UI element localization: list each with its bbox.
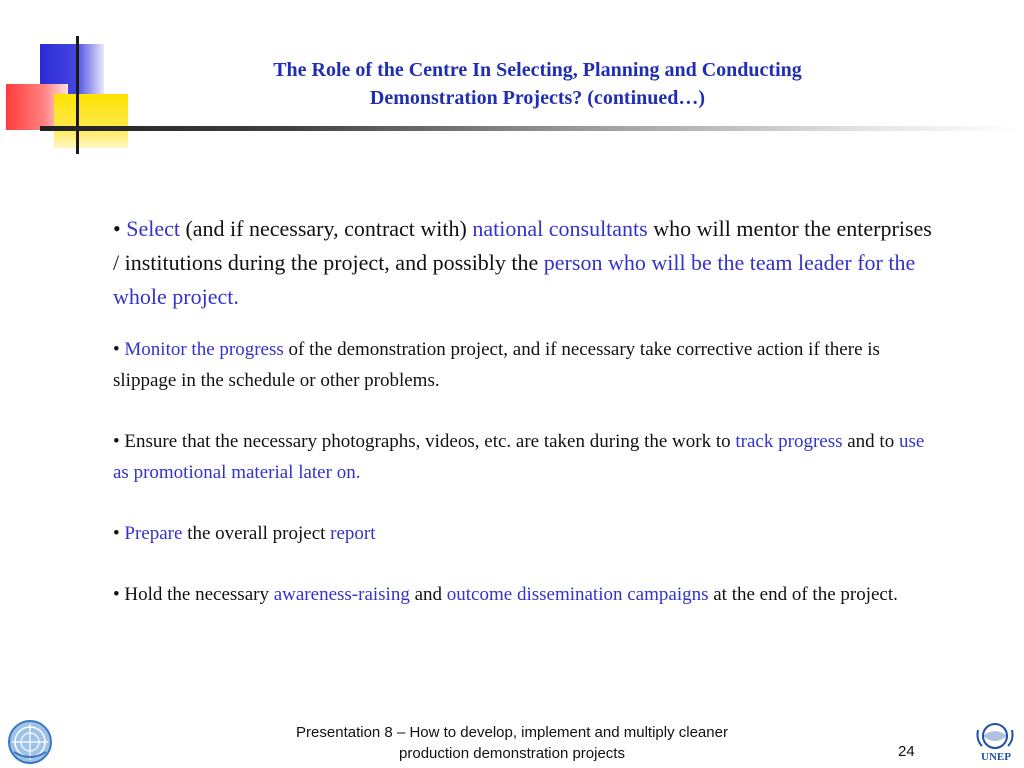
body-text: and to — [842, 431, 899, 452]
bullet-mark: • — [113, 584, 125, 605]
body-text: the overall project — [182, 523, 331, 544]
slide-title — [150, 56, 925, 112]
body-text: at the end of the project. — [708, 584, 898, 605]
bullet-mark: • — [113, 523, 125, 544]
highlight-text: Monitor the progress — [124, 339, 284, 360]
footer-line1: Presentation 8 – How to develop, implement and multiply cleaner — [296, 724, 728, 741]
highlight-text: outcome dissemination campaigns — [446, 584, 709, 605]
body-text: and — [409, 584, 447, 605]
highlight-text: awareness-raising — [273, 584, 410, 605]
title-underline — [40, 126, 1024, 131]
body-text: of the demonstration project, and if necessary take corrective action if there is slippage in the schedule or other problems. — [113, 339, 880, 391]
yellow-square — [54, 94, 128, 148]
slide-title-line1: The Role of the Centre In Selecting, Planning and Conducting — [273, 59, 802, 81]
highlight-text: report — [330, 523, 376, 544]
highlight-text: track progress — [735, 431, 843, 452]
slide-title-line2: Demonstration Projects? (continued…) — [369, 87, 706, 109]
unido-logo-icon — [6, 718, 54, 766]
vertical-rule — [76, 36, 79, 154]
footer-line2: production demonstration projects — [399, 745, 625, 762]
bullet-select-consultants — [113, 212, 933, 314]
bullet-mark: • — [113, 431, 125, 452]
slide-content — [113, 212, 933, 610]
body-text: Ensure that the necessary photographs, videos, etc. are taken during the work to — [124, 431, 736, 452]
body-text: Hold the necessary — [124, 584, 274, 605]
body-text: who will mentor the enterprises / institutions during the project, and possibly the — [113, 216, 932, 275]
highlight-text: use as promotional material later on. — [113, 431, 925, 483]
body-text: (and if necessary, contract with) — [179, 216, 473, 241]
highlight-text: national consultants — [472, 216, 648, 241]
highlight-text: Select — [126, 216, 180, 241]
bullet-mark: • — [113, 216, 127, 241]
highlight-text: person who will be the team leader for the whole project. — [113, 250, 916, 309]
slide-footer — [236, 722, 788, 764]
highlight-text: Prepare — [124, 523, 183, 544]
bullet-mark: • — [113, 339, 125, 360]
bullet-awareness-campaigns — [113, 579, 933, 610]
bullet-monitor-progress — [113, 334, 933, 396]
corner-decoration — [0, 0, 160, 160]
unep-label: UNEP — [981, 751, 1011, 763]
bullet-ensure-photographs — [113, 426, 933, 488]
page-number: 24 — [898, 743, 915, 760]
bullet-prepare-report — [113, 518, 933, 549]
